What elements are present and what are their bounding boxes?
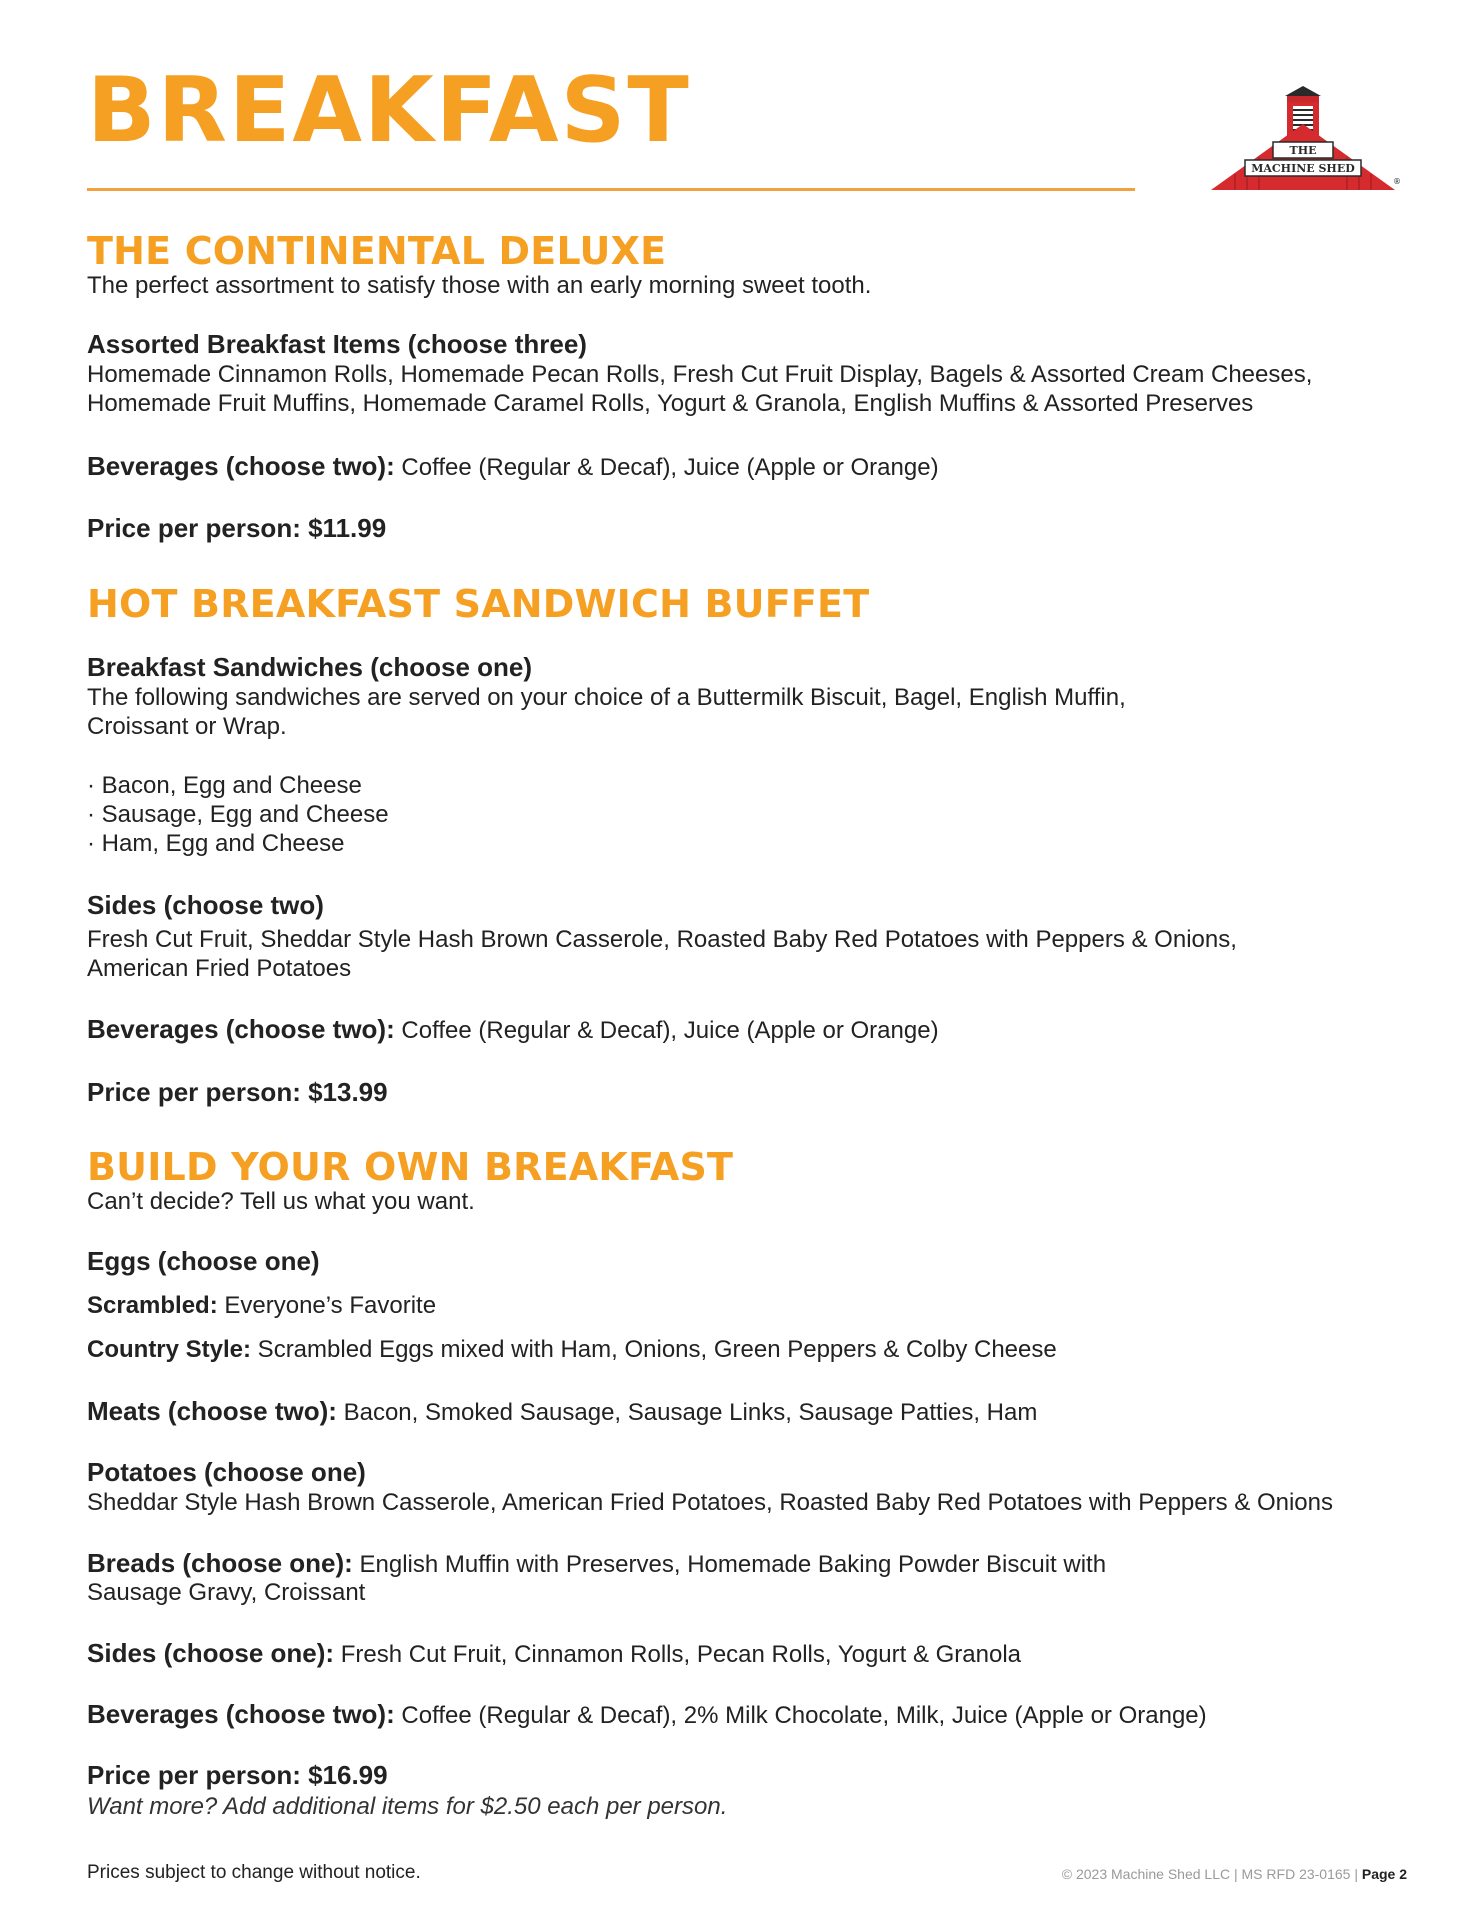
continental-tagline: The perfect assortment to satisfy those with an early morning sweet tooth.: [87, 272, 872, 299]
build-country-style: [87, 1335, 1057, 1364]
page-number: Page 2: [1361, 1866, 1407, 1882]
build-price: [87, 1761, 388, 1790]
hot-heading: HOT BREAKFAST SANDWICH BUFFET: [87, 582, 870, 626]
footer-copyright: [1062, 1866, 1407, 1882]
build-potatoes-heading: Potatoes (choose one): [87, 1457, 366, 1487]
build-heading: BUILD YOUR OWN BREAKFAST: [87, 1145, 734, 1189]
meats-text: Bacon, Smoked Sausage, Sausage Links, Sausage Patties, Ham: [336, 1399, 1038, 1426]
build-eggs-heading: Eggs (choose one): [87, 1246, 320, 1276]
logo-registered-mark: ®: [1393, 177, 1401, 186]
hot-sides-line2: American Fried Potatoes: [87, 955, 352, 982]
build-bev-text: Coffee (Regular & Decaf), 2% Milk Chocolate, Milk, Juice (Apple or Orange): [394, 1702, 1207, 1729]
hot-price-value: $13.99: [300, 1077, 388, 1107]
sandwich-option: · Ham, Egg and Cheese: [87, 830, 345, 857]
sandwich-option: · Bacon, Egg and Cheese: [87, 772, 362, 799]
page-title: BREAKFAST: [87, 58, 691, 163]
breads-label: Breads (choose one):: [87, 1548, 353, 1578]
country-style-label: Country Style:: [87, 1336, 252, 1363]
build-tagline: Can’t decide? Tell us what you want.: [87, 1188, 475, 1215]
build-price-label: Price per person:: [87, 1760, 301, 1790]
hot-sides-line1: Fresh Cut Fruit, Sheddar Style Hash Brown Casserole, Roasted Baby Red Potatoes with Peppers & Onions,: [87, 926, 1237, 953]
hot-price-label: Price per person:: [87, 1077, 301, 1107]
hot-price: [87, 1078, 388, 1107]
country-style-text: Scrambled Eggs mixed with Ham, Onions, Green Peppers & Colby Cheese: [251, 1336, 1057, 1363]
logo-line2: MACHINE SHED: [1251, 162, 1355, 175]
hot-sandwiches-line2: Croissant or Wrap.: [87, 713, 287, 740]
continental-items-line1: Homemade Cinnamon Rolls, Homemade Pecan Rolls, Fresh Cut Fruit Display, Bagels & Assorted Cream Cheeses,: [87, 361, 1313, 388]
meats-label: Meats (choose two):: [87, 1396, 337, 1426]
continental-bev-label: Beverages (choose two):: [87, 451, 395, 481]
continental-bev-text: Coffee (Regular & Decaf), Juice (Apple or Orange): [394, 454, 939, 481]
hot-bev-label: Beverages (choose two):: [87, 1014, 395, 1044]
continental-heading: THE CONTINENTAL DELUXE: [87, 229, 667, 273]
hot-beverages: [87, 1015, 939, 1045]
hot-bev-text: Coffee (Regular & Decaf), Juice (Apple or Orange): [394, 1017, 939, 1044]
build-meats: [87, 1397, 1037, 1427]
continental-items-line2: Homemade Fruit Muffins, Homemade Caramel Rolls, Yogurt & Granola, English Muffins & Assorted Preserves: [87, 390, 1254, 417]
build-bev-label: Beverages (choose two):: [87, 1699, 395, 1729]
build-note: Want more? Add additional items for $2.50 each per person.: [87, 1793, 728, 1820]
menu-page: [87, 0, 1407, 1920]
build-scrambled: [87, 1291, 436, 1320]
sandwich-option: · Sausage, Egg and Cheese: [87, 801, 389, 828]
build-breads-line2: Sausage Gravy, Croissant: [87, 1579, 366, 1606]
build-sides-text: Fresh Cut Fruit, Cinnamon Rolls, Pecan Rolls, Yogurt & Granola: [334, 1641, 1022, 1668]
hot-sandwiches-heading: Breakfast Sandwiches (choose one): [87, 652, 533, 682]
build-sides-label: Sides (choose one):: [87, 1638, 335, 1668]
continental-price-value: $11.99: [300, 513, 387, 543]
continental-beverages: [87, 452, 939, 482]
build-potatoes-text: Sheddar Style Hash Brown Casserole, American Fried Potatoes, Roasted Baby Red Potatoes with Peppers & Onions: [87, 1489, 1333, 1516]
logo-line1: THE: [1289, 144, 1317, 157]
build-breads: [87, 1549, 1106, 1579]
copyright-text: © 2023 Machine Shed LLC | MS RFD 23-0165 |: [1061, 1866, 1362, 1882]
continental-price-label: Price per person:: [87, 513, 301, 543]
footer-notice: Prices subject to change without notice.: [87, 1862, 421, 1883]
title-divider: [87, 188, 1135, 191]
machine-shed-logo: [1207, 84, 1403, 196]
hot-sides-heading: Sides (choose two): [87, 890, 324, 920]
hot-sandwiches-line1: The following sandwiches are served on your choice of a Buttermilk Biscuit, Bagel, English Muffin,: [87, 684, 1126, 711]
build-sides: [87, 1639, 1021, 1669]
scrambled-label: Scrambled:: [87, 1292, 218, 1319]
scrambled-text: Everyone’s Favorite: [217, 1292, 437, 1319]
continental-price: [87, 514, 386, 543]
breads-text: English Muffin with Preserves, Homemade Baking Powder Biscuit with: [352, 1551, 1107, 1578]
build-beverages: [87, 1700, 1207, 1730]
build-price-value: $16.99: [300, 1760, 388, 1790]
continental-items-heading: Assorted Breakfast Items (choose three): [87, 329, 587, 359]
